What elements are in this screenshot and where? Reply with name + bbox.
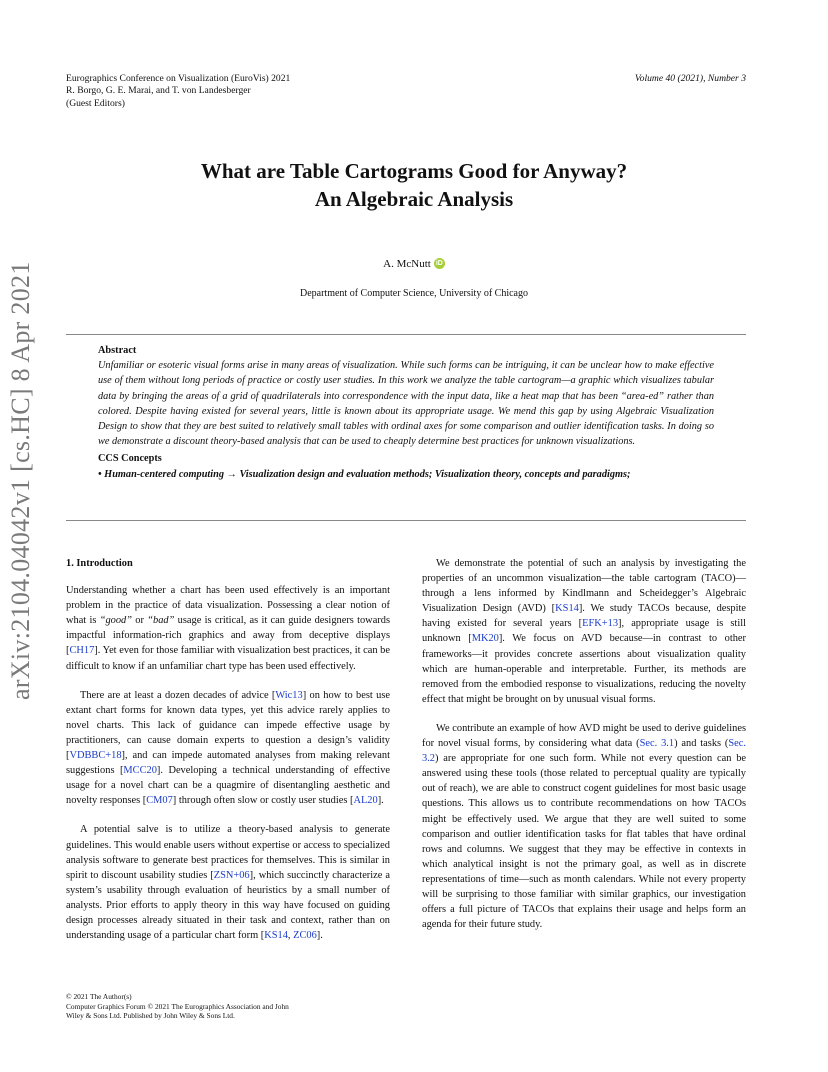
left-paragraphs: [66, 583, 390, 943]
right-paragraphs: [422, 556, 746, 932]
paragraph-text: Understanding whether a chart has been used effectively is an important problem in the practice of data visualization. Possessing a clear notion of what is: [66, 585, 390, 627]
copyright-footer: [66, 992, 366, 1021]
orcid-icon[interactable]: iD: [435, 260, 443, 267]
emphasis-text: “good”: [99, 615, 133, 627]
citation-link[interactable]: Wic13: [275, 689, 303, 701]
section-heading-introduction: 1. Introduction: [66, 558, 133, 569]
body-paragraph: [422, 556, 746, 707]
title-line-2: An Algebraic Analysis: [314, 187, 514, 211]
citation-link[interactable]: CH17: [69, 645, 95, 657]
citation-link[interactable]: MK20: [471, 633, 499, 645]
footer-line: Wiley & Sons Ltd. Published by John Wiley & Sons Ltd.: [66, 1011, 235, 1021]
paragraph-text: ] through often slow or costly user studies [: [172, 795, 354, 807]
paragraph-text: ]. We focus on AVD because—in contrast to other frameworks—it provides concrete assertions about visualization quality which are human-operable and interpretable. Further, its methods are removed from the embodied response to visualizations, reducing the novelty effect that might be brought on by unusual visual forms.: [422, 633, 746, 705]
abstract-bottom-rule: [66, 520, 746, 521]
right-column: [422, 556, 746, 946]
author-name: A. McNutt: [383, 258, 431, 270]
paragraph-text: We contribute an example of how AVD might be used to derive guidelines for novel visual forms, by considering what data (: [422, 722, 746, 750]
emphasis-text: “bad”: [147, 615, 175, 627]
paragraph-text: ].: [377, 795, 384, 807]
author-block: [0, 258, 828, 270]
citation-link[interactable]: EFK+13: [582, 618, 619, 630]
ccs-heading: CCS Concepts: [98, 453, 162, 465]
running-header-left: [66, 73, 290, 110]
abstract-text: Unfamiliar or esoteric visual forms arise in many areas of visualization. While such forms can be intriguing, it can be unclear how to make effective use of them without long periods of practice or costly user studies. In this work we analyze the table cartogram—a graphic which visualizes tabular data by bringing the areas of a grid of quadrilaterals into correspondence with the input data, like a heat map that has been “area-ed” rather than colored. Despite having existed for several years, little is known about its appropriate usage. We mend this gap by using Algebraic Visualization Design to show that they are best suited to relatively small tables with ordinal axes for some comparison and outlier identification tasks. In doing so we demonstrate a discount theory-based analysis that can be used to cheaply determine best practices for unknown visualizations.: [98, 360, 714, 448]
citation-link[interactable]: VDBBC+18: [69, 750, 122, 762]
citation-link[interactable]: KS14: [264, 930, 288, 942]
arxiv-identifier: arXiv:2104.04042v1 [cs.HC] 8 Apr 2021: [6, 261, 35, 700]
paragraph-text: ]. Yet even for those familiar with visualization best practices, it can be difficult to know if an unfamiliar chart type has been used effectively.: [66, 645, 390, 672]
paragraph-text: ,: [287, 930, 294, 942]
paragraph-text: There are at least a dozen decades of advice [: [80, 689, 276, 701]
paragraph-text: We demonstrate the potential of such an analysis by investigating the properties of an uncommon visualization—the table cartogram (TACO)— through a lens informed by Kindlmann and Scheidegger’s Algebraic Visualization Design (AVD) [: [422, 558, 746, 615]
citation-link[interactable]: AL20: [353, 795, 378, 807]
citation-link[interactable]: CM07: [146, 795, 173, 807]
paragraph-text: ], and can impede automated analyses from making relevant suggestions [: [66, 750, 390, 777]
citation-link[interactable]: KS14: [555, 603, 579, 615]
running-header-right: Volume 40 (2021), Number 3: [634, 73, 746, 84]
ccs-text: • Human-centered computing → Visualization design and evaluation methods; Visualization theory, concepts and paradigms;: [98, 468, 631, 480]
paragraph-text: ] on how to best use extant chart forms for known data types, yet this advice rarely applies to novel charts. This lack of guidance can impede effective usage by practitioners, can cause domain experts to question a design’s validity [: [66, 689, 390, 762]
conference-line: Eurographics Conference on Visualization (EuroVis) 2021: [66, 73, 291, 84]
citation-link[interactable]: Sec. 3.2: [422, 738, 747, 765]
editors-line: R. Borgo, G. E. Marai, and T. von Landesberger: [66, 85, 251, 97]
paragraph-text: ) and tasks (: [674, 738, 729, 750]
abstract-block: [98, 343, 714, 482]
paragraph-text: ]. Developing a technical understanding of effective usage for a novel chart can be a quagmire of disentangling aesthetic and novelty responses [: [66, 765, 390, 807]
paragraph-text: A potential salve is to utilize a theory-based analysis to generate guidelines. This would enable users without expertise or access to specialized analysis software to generate best practices for themselves. This is similar in spirit to discount usability studies [: [66, 824, 390, 881]
body-paragraph: [66, 822, 390, 943]
paragraph-text: ], appropriate usage is still unknown [: [422, 618, 746, 645]
body-paragraph: [422, 721, 746, 932]
paragraph-text: or: [132, 615, 148, 627]
paragraph-text: ]. We study TACOs because, despite having existed for several years [: [422, 603, 747, 630]
title-line-1: What are Table Cartograms Good for Anyway?: [200, 159, 628, 183]
paper-title: [60, 157, 768, 213]
body-paragraph: [66, 688, 390, 809]
paragraph-text: ) are appropriate for one such form. While not every question can be answered using these tools (those related to perceptual quality are typically out of reach), we are able to construct cogent guidelines for most basic usage questions. This allows us to contribute recommendations on how TACOs might be effectively used. We argue that they are well suited to some comparison and outlier identification tasks for flat tables that have ordinal rows and columns. We suggest that they may be effective in contexts in which analytical insight is not the primary goal, as well as in discrete representations of time—such as month calendars. While not every property will be surprising to those familiar with similar graphics, our investigation offers a full picture of TACOs that explains their usage and helps form an agenda for their future study.: [422, 753, 746, 931]
paragraph-text: ].: [316, 930, 323, 942]
abstract-top-rule: [66, 334, 746, 335]
footer-line: © 2021 The Author(s): [66, 992, 132, 1001]
citation-link[interactable]: ZSN+06: [213, 869, 250, 881]
affiliation: Department of Computer Science, University of Chicago: [300, 288, 528, 299]
citation-link[interactable]: MCC20: [123, 765, 157, 777]
guest-editors-line: (Guest Editors): [66, 97, 125, 109]
left-column: [66, 556, 390, 957]
body-paragraph: [66, 583, 390, 674]
paragraph-text: ], which succinctly characterize a system’s usability through evaluation of heuristics by a small number of analysts. Prior efforts to apply theory in this way have focused on guiding design processes already situated in their task and context, rather than on understanding usage of a particular chart form [: [66, 869, 390, 942]
citation-link[interactable]: Sec. 3.1: [639, 738, 675, 750]
abstract-heading: Abstract: [98, 345, 137, 356]
paragraph-text: usage is critical, as it can guide designers towards impactful information-rich graphics and away from deceptive displays [: [66, 615, 390, 657]
footer-line: Computer Graphics Forum © 2021 The Eurographics Association and John: [66, 1001, 289, 1011]
citation-link[interactable]: ZC06: [293, 930, 317, 942]
